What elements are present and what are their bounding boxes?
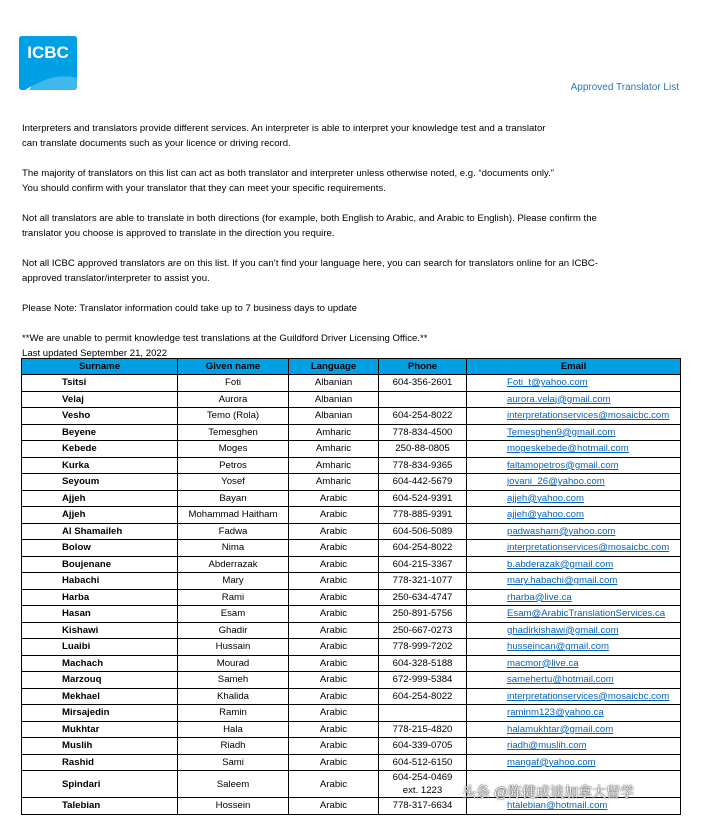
language-cell: Albanian — [289, 375, 379, 392]
email-link[interactable]: mogeskebede@hotmail.com — [467, 441, 681, 458]
given-name-cell: Temo (Rola) — [178, 408, 289, 425]
translator-table — [21, 358, 681, 815]
table-row — [22, 705, 681, 722]
surname-cell: Mukhtar — [22, 721, 178, 738]
surname-cell: Marzouq — [22, 672, 178, 689]
phone-cell: 604-254-8022 — [379, 688, 467, 705]
given-name-cell: Sameh — [178, 672, 289, 689]
email-link[interactable]: halamukhtar@gmail.com — [467, 721, 681, 738]
table-row — [22, 606, 681, 623]
given-name-cell: Mourad — [178, 655, 289, 672]
email-link[interactable]: samehertu@hotmail.com — [467, 672, 681, 689]
phone-cell: 604-328-5188 — [379, 655, 467, 672]
phone-cell: 778-834-4500 — [379, 424, 467, 441]
table-row — [22, 672, 681, 689]
phone-cell: 250-88-0805 — [379, 441, 467, 458]
table-row — [22, 589, 681, 606]
email-link[interactable]: raminm123@yahoo.ca — [467, 705, 681, 722]
table-row — [22, 754, 681, 771]
phone-cell: 778-321-1077 — [379, 573, 467, 590]
table-row — [22, 573, 681, 590]
phone-cell: 778-999-7202 — [379, 639, 467, 656]
given-name-cell: Riadh — [178, 738, 289, 755]
table-row — [22, 490, 681, 507]
email-link[interactable]: padwasham@yahoo.com — [467, 523, 681, 540]
table-row — [22, 424, 681, 441]
phone-cell: 604-506-5089 — [379, 523, 467, 540]
given-name-cell: Moges — [178, 441, 289, 458]
given-name-cell: Rami — [178, 589, 289, 606]
table-row — [22, 391, 681, 408]
email-link[interactable]: mangaf@yahoo.com — [467, 754, 681, 771]
email-link[interactable]: interpretationservices@mosaicbc.com — [467, 408, 681, 425]
surname-cell: Boujenane — [22, 556, 178, 573]
table-row — [22, 507, 681, 524]
surname-cell: Seyoum — [22, 474, 178, 491]
email-link[interactable]: Temesghen9@gmail.com — [467, 424, 681, 441]
surname-cell: Habachi — [22, 573, 178, 590]
given-name-cell: Sami — [178, 754, 289, 771]
phone-cell: 778-885-9391 — [379, 507, 467, 524]
given-name-cell: Mary — [178, 573, 289, 590]
language-cell: Albanian — [289, 408, 379, 425]
phone-cell: 604-254-0469 ext. 1223 — [379, 771, 467, 798]
phone-cell: 250-634-4747 — [379, 589, 467, 606]
language-cell: Arabic — [289, 622, 379, 639]
given-name-cell: Fadwa — [178, 523, 289, 540]
given-name-cell: Aurora — [178, 391, 289, 408]
table-row — [22, 622, 681, 639]
table-row — [22, 523, 681, 540]
last-updated: Last updated September 21, 2022 — [22, 348, 168, 359]
language-cell: Arabic — [289, 523, 379, 540]
given-name-cell: Hossein — [178, 798, 289, 815]
surname-cell: Kurka — [22, 457, 178, 474]
surname-cell: Muslih — [22, 738, 178, 755]
given-name-cell: Saleem — [178, 771, 289, 798]
surname-cell: Al Shamaileh — [22, 523, 178, 540]
language-cell: Amharic — [289, 424, 379, 441]
header-language: Language — [289, 359, 379, 375]
language-cell: Arabic — [289, 754, 379, 771]
phone-cell: 778-317-6634 — [379, 798, 467, 815]
language-cell: Arabic — [289, 639, 379, 656]
language-cell: Albanian — [289, 391, 379, 408]
given-name-cell: Ramin — [178, 705, 289, 722]
language-cell: Arabic — [289, 738, 379, 755]
surname-cell: Mekhael — [22, 688, 178, 705]
email-link[interactable]: husseincan@gmail.com — [467, 639, 681, 656]
phone-cell: 672-999-5384 — [379, 672, 467, 689]
surname-cell: Kishawi — [22, 622, 178, 639]
language-cell: Amharic — [289, 441, 379, 458]
surname-cell: Velaj — [22, 391, 178, 408]
language-cell: Arabic — [289, 573, 379, 590]
language-cell: Arabic — [289, 672, 379, 689]
language-cell: Arabic — [289, 721, 379, 738]
phone-cell: 604-215-3367 — [379, 556, 467, 573]
email-link[interactable]: b.abderazak@gmail.com — [467, 556, 681, 573]
phone-cell: 778-834-9365 — [379, 457, 467, 474]
given-name-cell: Khalida — [178, 688, 289, 705]
surname-cell: Luaibi — [22, 639, 178, 656]
language-cell: Arabic — [289, 655, 379, 672]
email-link[interactable]: aurora.velaj@gmail.com — [467, 391, 681, 408]
phone-cell — [379, 391, 467, 408]
given-name-cell: Bayan — [178, 490, 289, 507]
header-surname: Surname — [22, 359, 178, 375]
email-link[interactable]: faltamopetros@gmail.com — [467, 457, 681, 474]
given-name-cell: Petros — [178, 457, 289, 474]
surname-cell: Harba — [22, 589, 178, 606]
phone-cell: 778-215-4820 — [379, 721, 467, 738]
surname-cell: Spindari — [22, 771, 178, 798]
phone-cell: 604-356-2601 — [379, 375, 467, 392]
email-link[interactable]: rharba@live.ca — [467, 589, 681, 606]
given-name-cell: Mohammad Haitham — [178, 507, 289, 524]
phone-cell: 604-339-0705 — [379, 738, 467, 755]
table-row — [22, 540, 681, 557]
email-link[interactable]: interpretationservices@mosaicbc.com — [467, 540, 681, 557]
table-row — [22, 639, 681, 656]
phone-cell: 604-524-9391 — [379, 490, 467, 507]
table-row — [22, 375, 681, 392]
given-name-cell: Temesghen — [178, 424, 289, 441]
table-row — [22, 441, 681, 458]
icbc-logo — [19, 36, 77, 90]
phone-cell: 250-891-5756 — [379, 606, 467, 623]
language-cell: Arabic — [289, 556, 379, 573]
table-row — [22, 556, 681, 573]
table-row — [22, 655, 681, 672]
surname-cell: Mirsajedin — [22, 705, 178, 722]
given-name-cell: Yosef — [178, 474, 289, 491]
given-name-cell: Hala — [178, 721, 289, 738]
given-name-cell: Abderrazak — [178, 556, 289, 573]
document-title: Approved Translator List — [570, 82, 679, 93]
given-name-cell: Esam — [178, 606, 289, 623]
phone-cell: 250-667-0273 — [379, 622, 467, 639]
language-cell: Arabic — [289, 771, 379, 798]
surname-cell: Ajjeh — [22, 490, 178, 507]
language-cell: Arabic — [289, 688, 379, 705]
email-link[interactable]: riadh@muslih.com — [467, 738, 681, 755]
header-email: Email — [467, 359, 681, 375]
email-link[interactable]: ghadirkishawi@gmail.com — [467, 622, 681, 639]
watermark: 头条 @陈健成谈加拿大留学 — [462, 784, 635, 800]
phone-cell — [379, 705, 467, 722]
email-link[interactable]: htalebian@hotmail.com — [467, 798, 681, 815]
surname-cell: Beyene — [22, 424, 178, 441]
surname-cell: Tsitsi — [22, 375, 178, 392]
language-cell: Arabic — [289, 490, 379, 507]
table-row — [22, 408, 681, 425]
email-link[interactable]: mary.habachi@gmail.com — [467, 573, 681, 590]
table-row — [22, 457, 681, 474]
email-link[interactable]: jovani_26@yahoo.com — [467, 474, 681, 491]
phone-cell: 604-254-8022 — [379, 408, 467, 425]
surname-cell: Ajjeh — [22, 507, 178, 524]
email-link[interactable]: Esam@ArabicTranslationServices.ca — [467, 606, 681, 623]
surname-cell: Vesho — [22, 408, 178, 425]
language-cell: Amharic — [289, 474, 379, 491]
header-phone: Phone — [379, 359, 467, 375]
phone-cell: 604-442-5679 — [379, 474, 467, 491]
email-link[interactable]: interpretationservices@mosaicbc.com — [467, 688, 681, 705]
language-cell: Arabic — [289, 705, 379, 722]
table-row — [22, 688, 681, 705]
surname-cell: Rashid — [22, 754, 178, 771]
language-cell: Arabic — [289, 540, 379, 557]
header-given-name: Given name — [178, 359, 289, 375]
given-name-cell: Ghadir — [178, 622, 289, 639]
logo-text: ICBC — [27, 43, 69, 62]
given-name-cell: Foti — [178, 375, 289, 392]
phone-cell: 604-254-8022 — [379, 540, 467, 557]
surname-cell: Talebian — [22, 798, 178, 815]
surname-cell: Machach — [22, 655, 178, 672]
email-link[interactable]: ajjeh@yahoo.com — [467, 490, 681, 507]
surname-cell: Kebede — [22, 441, 178, 458]
email-link[interactable]: macmor@live.ca — [467, 655, 681, 672]
intro-paragraph-2: The majority of translators on this list can act as both translator and interpreter unless otherwise noted, e.g. “documents only.” You should confirm with your translator that they can meet your specific requirements. — [22, 168, 555, 194]
language-cell: Arabic — [289, 507, 379, 524]
language-cell: Arabic — [289, 606, 379, 623]
surname-cell: Bolow — [22, 540, 178, 557]
email-link[interactable]: ajjeh@yahoo.com — [467, 507, 681, 524]
phone-cell: 604-512-6150 — [379, 754, 467, 771]
given-name-cell: Hussain — [178, 639, 289, 656]
table-row — [22, 721, 681, 738]
intro-paragraph-1: Interpreters and translators provide different services. An interpreter is able to interpret your knowledge test and a translator can translate documents such as your licence or driving record. — [22, 123, 546, 149]
guildford-note: **We are unable to permit knowledge test translations at the Guildford Driver Licensing Office.** — [22, 333, 428, 344]
intro-paragraph-3: Not all translators are able to translate in both directions (for example, both English to Arabic, and Arabic to English). Please confirm the translator you choose is approved to translate in the direction you require. — [22, 213, 597, 239]
surname-cell: Hasan — [22, 606, 178, 623]
language-cell: Arabic — [289, 589, 379, 606]
language-cell: Amharic — [289, 457, 379, 474]
language-cell: Arabic — [289, 798, 379, 815]
email-link[interactable]: Foti_t@yahoo.com — [467, 375, 681, 392]
update-note: Please Note: Translator information could take up to 7 business days to update — [22, 303, 357, 314]
intro-text — [22, 121, 682, 361]
given-name-cell: Nima — [178, 540, 289, 557]
table-row — [22, 738, 681, 755]
intro-paragraph-4: Not all ICBC approved translators are on this list. If you can’t find your language here, you can search for translators online for an ICBC- approved translator/interpreter to assist you. — [22, 258, 598, 284]
table-row — [22, 474, 681, 491]
table-header-row — [22, 359, 681, 375]
